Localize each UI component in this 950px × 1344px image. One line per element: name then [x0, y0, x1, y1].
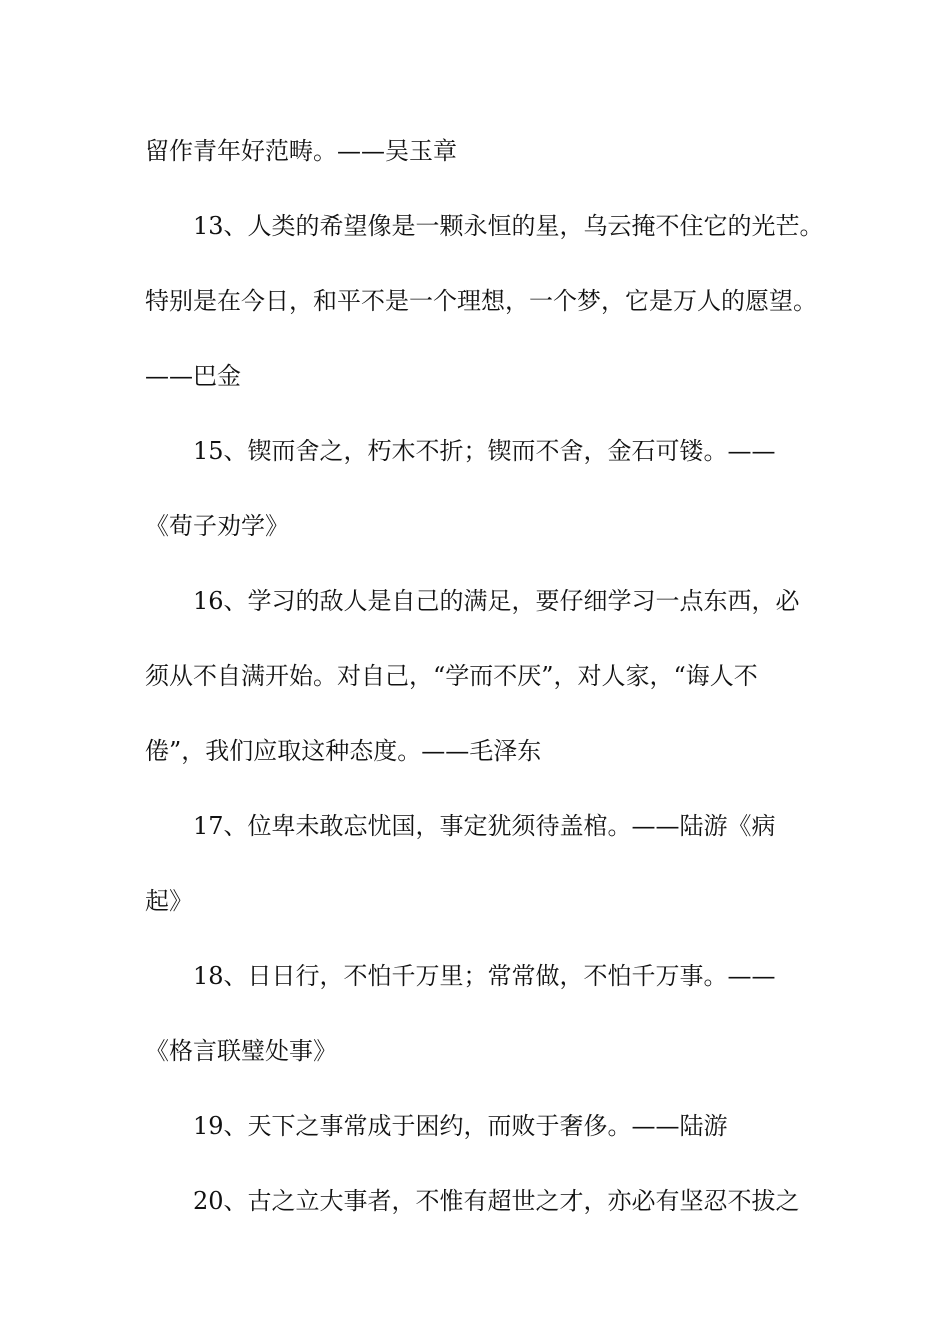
- text-line: 特别是在今日，和平不是一个理想，一个梦，它是万人的愿望。: [145, 287, 817, 315]
- text-line: 16、学习的敌人是自己的满足，要仔细学习一点东西，必: [193, 587, 800, 615]
- text-line: 《荀子劝学》: [145, 512, 289, 540]
- text-line: 须从不自满开始。对自己，“学而不厌”，对人家，“诲人不: [145, 662, 758, 690]
- text-line: 留作青年好范畴。——吴玉章: [145, 137, 457, 165]
- text-line: 13、人类的希望像是一颗永恒的星，乌云掩不住它的光芒。: [193, 212, 824, 240]
- text-line: 19、天下之事常成于困约，而败于奢侈。——陆游: [193, 1112, 728, 1140]
- text-line: 15、锲而舍之，朽木不折；锲而不舍，金石可镂。——: [193, 437, 776, 465]
- text-line: 17、位卑未敢忘忧国，事定犹须待盖棺。——陆游《病: [193, 812, 776, 840]
- text-line: 20、古之立大事者，不惟有超世之才，亦必有坚忍不拔之: [193, 1187, 800, 1215]
- text-line: ——巴金: [145, 362, 241, 390]
- text-line: 倦”，我们应取这种态度。——毛泽东: [145, 737, 542, 765]
- text-line: 《格言联璧处事》: [145, 1037, 337, 1065]
- text-line: 起》: [145, 887, 193, 915]
- text-line: 18、日日行，不怕千万里；常常做，不怕千万事。——: [193, 962, 776, 990]
